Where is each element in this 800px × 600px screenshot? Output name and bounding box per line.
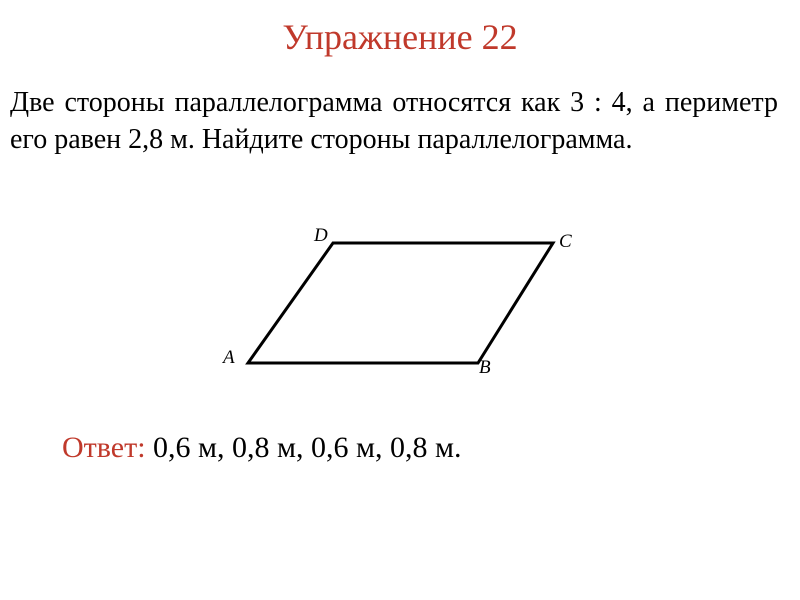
vertex-label-b: B [479,357,491,378]
slide-title: Упражнение 22 [282,17,518,57]
vertex-label-c: C [559,231,572,252]
parallelogram-abcd [248,243,553,363]
vertex-label-a: A [223,347,235,368]
problem-text: Две стороны параллелограмма относятся как 3 : 4, а периметр его равен 2,8 м. Найдите стороны параллелограмма. [10,87,778,155]
answer-line [62,428,461,468]
answer-value: 0,6 м, 0,8 м, 0,6 м, 0,8 м. [153,431,462,464]
vertex-label-d: D [314,225,328,246]
answer-label: Ответ: [62,431,146,464]
parallelogram-figure [215,218,585,388]
